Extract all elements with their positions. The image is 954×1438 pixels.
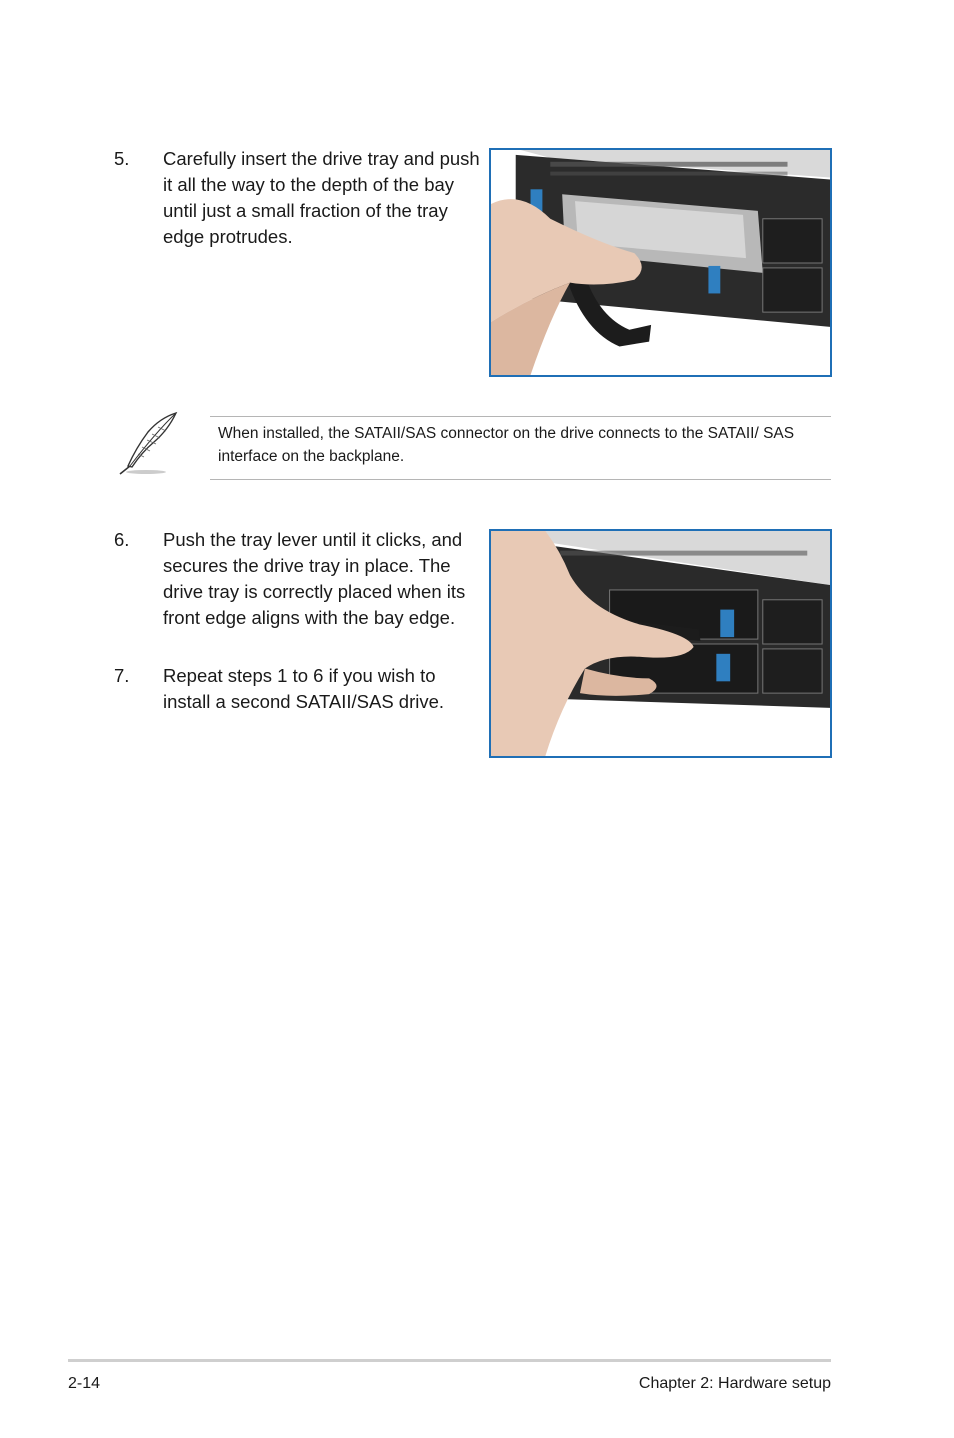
step-5 <box>114 146 484 250</box>
step-number: 5. <box>114 148 130 169</box>
step-text: Push the tray lever until it clicks, and secures the drive tray in place. The drive tray is correctly placed when its front edge aligns with the bay edge. <box>163 529 466 628</box>
page-number: 2-14 <box>68 1375 101 1392</box>
step-7 <box>114 663 484 715</box>
step-number: 6. <box>114 529 130 550</box>
step-6 <box>114 527 484 631</box>
step-text: Repeat steps 1 to 6 if you wish to install a second SATAII/SAS drive. <box>163 665 445 712</box>
note-top-rule <box>210 416 831 417</box>
chapter-title: Chapter 2: Hardware setup <box>638 1375 831 1392</box>
footer-rule <box>68 1359 831 1362</box>
push-tray-lever-photo <box>489 529 832 758</box>
note-bottom-rule <box>210 479 831 480</box>
insert-drive-tray-photo <box>489 148 832 377</box>
step-text: Carefully insert the drive tray and push it all the way to the depth of the bay until just a small fraction of the tray edge protrudes. <box>163 148 480 247</box>
step-number: 7. <box>114 665 130 686</box>
note-text: When installed, the SATAII/SAS connector on the drive connects to the SATAII/ SAS interface on the backplane. <box>218 425 795 465</box>
feather-quill-icon <box>112 410 182 476</box>
